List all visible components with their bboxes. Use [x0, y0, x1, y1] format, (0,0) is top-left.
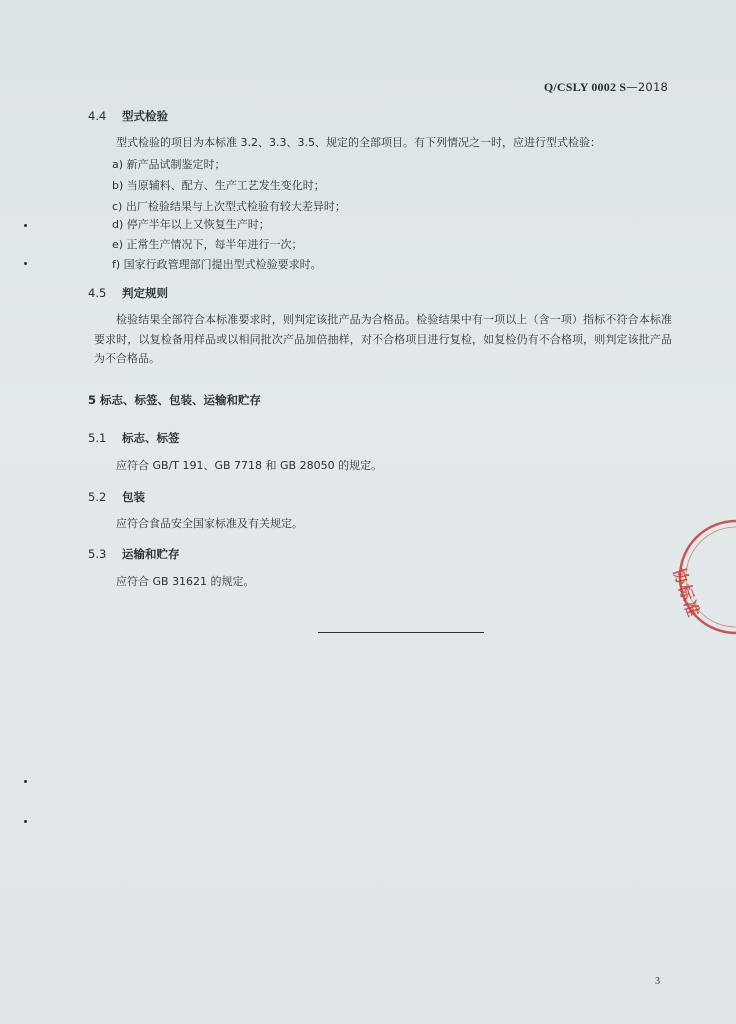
page-number: 3 — [655, 976, 660, 987]
section-number: 5.3 — [88, 547, 107, 561]
svg-text:协标准: 协标准 — [669, 565, 704, 621]
section-5-2-heading — [88, 489, 145, 505]
section-5-3-heading — [88, 546, 180, 562]
section-4-5-heading — [88, 285, 168, 301]
list-item: f) 国家行政管理部门提出型式检验要求时。 — [112, 258, 322, 271]
section-5-heading: 5 标志、标签、包装、运输和贮存 — [88, 393, 262, 407]
document-code-year: —2018 — [626, 80, 668, 94]
seal-icon — [658, 518, 736, 636]
section-title: 型式检验 — [122, 109, 168, 123]
section-4-4-intro: 型式检验的项目为本标准 3.2、3.3、3.5、规定的全部项目。有下列情况之一时，应进行型式检验： — [116, 136, 601, 149]
section-4-4-heading — [88, 108, 168, 124]
official-seal-stamp — [658, 518, 736, 636]
section-5-1-heading — [88, 430, 180, 446]
section-number: 5.2 — [88, 490, 107, 504]
section-title: 包装 — [122, 490, 145, 504]
binding-dot — [24, 262, 27, 265]
list-item: e) 正常生产情况下，每半年进行一次； — [112, 238, 303, 251]
section-4-5-text: 检验结果全部符合本标准要求时，则判定该批产品为合格品。检验结果中有一项以上（含一项）指标不符合本标准要求时，以复检备用样品或以相同批次产品加倍抽样，对不合格项目进行复检，如复检仍有不合格项，则判定该批产品为不合格品。 — [94, 313, 672, 365]
list-item: a) 新产品试制鉴定时； — [112, 158, 226, 171]
binding-dot — [24, 224, 27, 227]
binding-dot — [24, 780, 27, 783]
section-5-1-text: 应符合 GB/T 191、GB 7718 和 GB 28050 的规定。 — [116, 459, 383, 472]
section-title: 标志、标签 — [122, 431, 180, 445]
binding-dot — [24, 820, 27, 823]
list-item: b) 当原辅料、配方、生产工艺发生变化时； — [112, 179, 325, 192]
document-code — [544, 80, 668, 95]
section-number: 4.5 — [88, 286, 107, 300]
section-number: 5.1 — [88, 431, 107, 445]
section-number: 4.4 — [88, 109, 107, 123]
section-title: 运输和贮存 — [122, 547, 180, 561]
document-code-id: Q/CSLY 0002 S — [543, 80, 627, 94]
section-5-2-text: 应符合食品安全国家标准及有关规定。 — [116, 517, 303, 530]
list-item: d) 停产半年以上又恢复生产时； — [112, 218, 270, 231]
end-of-document-rule — [318, 632, 484, 633]
section-5-3-text: 应符合 GB 31621 的规定。 — [116, 575, 255, 588]
list-item: c) 出厂检验结果与上次型式检验有较大差异时； — [112, 200, 346, 213]
section-title: 判定规则 — [122, 286, 168, 300]
